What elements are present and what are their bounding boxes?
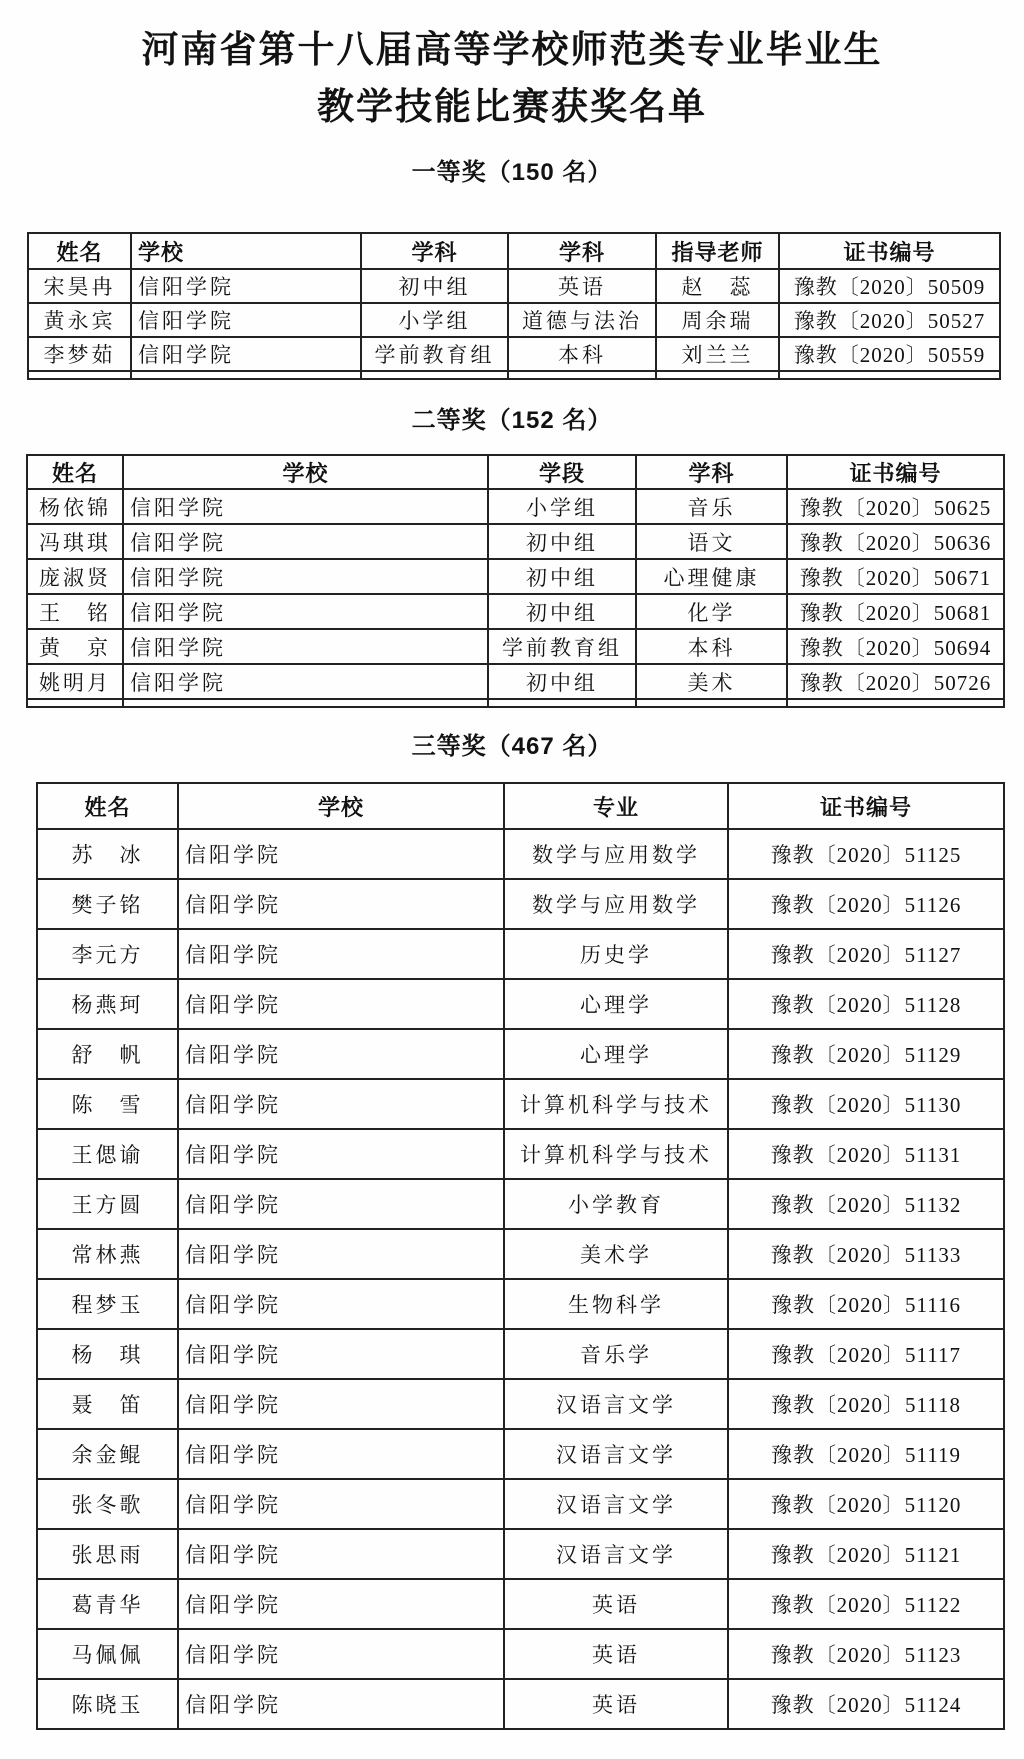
table-cell: 小学组 (361, 303, 508, 337)
column-header: 指导老师 (656, 233, 779, 269)
header-row (27, 455, 1004, 489)
table-cell: 信阳学院 (131, 337, 361, 371)
table-cell: 豫教〔2020〕50559 (779, 337, 1000, 371)
table-cell: 杨依锦 (27, 489, 123, 524)
table-cell: 豫教〔2020〕51133 (728, 1229, 1004, 1279)
table-cell: 初中组 (361, 269, 508, 303)
document-title-line-2: 教学技能比赛获奖名单 (317, 87, 707, 128)
table-row (37, 1429, 1004, 1479)
table-cell: 刘兰兰 (656, 337, 779, 371)
table-cell: 豫教〔2020〕50527 (779, 303, 1000, 337)
table-cell: 信阳学院 (178, 1429, 504, 1479)
table-cell: 音乐学 (504, 1329, 728, 1379)
table-cell: 常林燕 (37, 1229, 178, 1279)
table-row (37, 1179, 1004, 1229)
table-cell: 樊子铭 (37, 879, 178, 929)
table-cell: 信阳学院 (123, 594, 488, 629)
document-title-line-1: 河南省第十八届高等学校师范类专业毕业生 (141, 30, 883, 71)
column-header: 姓名 (28, 233, 131, 269)
table-row (37, 1079, 1004, 1129)
column-header: 学校 (131, 233, 361, 269)
table-cell: 葛青华 (37, 1579, 178, 1629)
table-cell: 周余瑞 (656, 303, 779, 337)
table-cell: 李梦茹 (28, 337, 131, 371)
table-cell: 汉语言文学 (504, 1429, 728, 1479)
table-cell: 豫教〔2020〕51122 (728, 1579, 1004, 1629)
award-table-third-prize (36, 782, 1005, 1730)
table-cell: 道德与法治 (508, 303, 656, 337)
table-cell-empty (28, 371, 131, 379)
table-cell: 豫教〔2020〕51120 (728, 1479, 1004, 1529)
table-cell: 豫教〔2020〕50681 (787, 594, 1004, 629)
table-cell: 美术 (636, 664, 787, 699)
table-cell: 豫教〔2020〕50694 (787, 629, 1004, 664)
table-cell: 豫教〔2020〕50726 (787, 664, 1004, 699)
table-cell: 本科 (508, 337, 656, 371)
table-cell-empty (636, 699, 787, 707)
table-cell: 信阳学院 (178, 979, 504, 1029)
table-overflow-row (27, 699, 1004, 707)
table-cell: 余金鲲 (37, 1429, 178, 1479)
table-row (37, 829, 1004, 879)
table-cell: 豫教〔2020〕50636 (787, 524, 1004, 559)
award-table-second-prize (26, 454, 1005, 708)
table-cell: 汉语言文学 (504, 1479, 728, 1529)
table-cell: 信阳学院 (178, 1079, 504, 1129)
table-cell: 张冬歌 (37, 1479, 178, 1529)
table-row (27, 489, 1004, 524)
section-second-prize (0, 406, 1024, 708)
table-cell: 苏 冰 (37, 829, 178, 879)
table-row (27, 559, 1004, 594)
table-cell: 初中组 (488, 524, 636, 559)
column-header: 学科 (508, 233, 656, 269)
section-third-prize (0, 732, 1024, 1730)
table-row (27, 524, 1004, 559)
table-cell: 音乐 (636, 489, 787, 524)
header-row (37, 783, 1004, 829)
table-cell: 英语 (504, 1579, 728, 1629)
table-cell: 信阳学院 (178, 1529, 504, 1579)
table-cell: 初中组 (488, 664, 636, 699)
table-cell: 信阳学院 (178, 1329, 504, 1379)
table-cell: 初中组 (488, 559, 636, 594)
column-header: 姓名 (37, 783, 178, 829)
table-cell: 赵 蕊 (656, 269, 779, 303)
table-cell: 王方圆 (37, 1179, 178, 1229)
table-cell: 信阳学院 (123, 559, 488, 594)
table-cell-empty (488, 699, 636, 707)
table-cell: 心理学 (504, 1029, 728, 1079)
table-row (37, 1129, 1004, 1179)
table-cell: 豫教〔2020〕51131 (728, 1129, 1004, 1179)
award-table-first-prize (27, 232, 1001, 380)
table-row (28, 269, 1000, 303)
table-row (37, 1479, 1004, 1529)
table-cell: 舒 帆 (37, 1029, 178, 1079)
table-cell: 杨燕珂 (37, 979, 178, 1029)
table-cell: 陈晓玉 (37, 1679, 178, 1729)
table-cell-empty (779, 371, 1000, 379)
table-row (37, 1679, 1004, 1729)
table-overflow-row (28, 371, 1000, 379)
table-cell: 化学 (636, 594, 787, 629)
table-cell-empty (361, 371, 508, 379)
table-cell: 豫教〔2020〕51127 (728, 929, 1004, 979)
table-cell: 信阳学院 (123, 524, 488, 559)
table-cell: 信阳学院 (123, 629, 488, 664)
table-cell: 数学与应用数学 (504, 879, 728, 929)
table-cell: 陈 雪 (37, 1079, 178, 1129)
table-cell: 豫教〔2020〕50671 (787, 559, 1004, 594)
column-header: 证书编号 (787, 455, 1004, 489)
table-cell: 豫教〔2020〕51132 (728, 1179, 1004, 1229)
table-cell: 黄永宾 (28, 303, 131, 337)
column-header: 学科 (361, 233, 508, 269)
table-cell: 信阳学院 (131, 303, 361, 337)
table-row (27, 629, 1004, 664)
table-cell: 信阳学院 (123, 489, 488, 524)
table-cell: 计算机科学与技术 (504, 1079, 728, 1129)
table-row (37, 1629, 1004, 1679)
column-header: 姓名 (27, 455, 123, 489)
table-cell: 张思雨 (37, 1529, 178, 1579)
table-row (37, 1579, 1004, 1629)
table-cell: 豫教〔2020〕51124 (728, 1679, 1004, 1729)
table-cell: 学前教育组 (361, 337, 508, 371)
column-header: 专业 (504, 783, 728, 829)
table-cell: 信阳学院 (178, 1479, 504, 1529)
table-cell: 聂 笛 (37, 1379, 178, 1429)
table-cell: 信阳学院 (178, 1179, 504, 1229)
table-cell: 豫教〔2020〕50509 (779, 269, 1000, 303)
table-cell: 豫教〔2020〕51119 (728, 1429, 1004, 1479)
table-cell: 豫教〔2020〕51129 (728, 1029, 1004, 1079)
document-header (0, 0, 1024, 136)
table-row (37, 1329, 1004, 1379)
table-cell-empty (123, 699, 488, 707)
table-cell: 计算机科学与技术 (504, 1129, 728, 1179)
table-row (28, 337, 1000, 371)
table-cell: 信阳学院 (178, 1229, 504, 1279)
table-cell: 冯琪琪 (27, 524, 123, 559)
table-cell: 宋昊冉 (28, 269, 131, 303)
table-row (27, 594, 1004, 629)
table-cell: 汉语言文学 (504, 1379, 728, 1429)
table-cell: 数学与应用数学 (504, 829, 728, 879)
table-cell: 信阳学院 (178, 929, 504, 979)
table-cell: 信阳学院 (178, 1379, 504, 1429)
section-heading-second-prize: 二等奖（152 名） (411, 407, 613, 434)
section-first-prize (0, 158, 1024, 380)
table-cell: 豫教〔2020〕51128 (728, 979, 1004, 1029)
table-cell: 王偲谕 (37, 1129, 178, 1179)
table-cell: 豫教〔2020〕51126 (728, 879, 1004, 929)
column-header: 学段 (488, 455, 636, 489)
table-cell: 信阳学院 (178, 1579, 504, 1629)
table-cell: 程梦玉 (37, 1279, 178, 1329)
table-cell: 英语 (504, 1629, 728, 1679)
table-cell: 豫教〔2020〕51121 (728, 1529, 1004, 1579)
table-cell: 信阳学院 (131, 269, 361, 303)
table-cell: 信阳学院 (178, 1279, 504, 1329)
column-header: 学科 (636, 455, 787, 489)
table-cell-empty (27, 699, 123, 707)
table-cell: 庞淑贤 (27, 559, 123, 594)
table-cell: 黄 京 (27, 629, 123, 664)
table-cell: 豫教〔2020〕51117 (728, 1329, 1004, 1379)
table-cell: 生物科学 (504, 1279, 728, 1329)
table-cell: 姚明月 (27, 664, 123, 699)
table-cell: 信阳学院 (178, 1629, 504, 1679)
table-row (37, 1279, 1004, 1329)
table-cell-empty (131, 371, 361, 379)
table-cell: 语文 (636, 524, 787, 559)
column-header: 学校 (178, 783, 504, 829)
table-row (37, 929, 1004, 979)
table-cell-empty (508, 371, 656, 379)
table-cell: 英语 (504, 1679, 728, 1729)
table-row (27, 664, 1004, 699)
table-cell: 信阳学院 (178, 1129, 504, 1179)
table-row (28, 303, 1000, 337)
table-cell: 心理健康 (636, 559, 787, 594)
table-cell: 马佩佩 (37, 1629, 178, 1679)
table-row (37, 1379, 1004, 1429)
table-cell: 小学组 (488, 489, 636, 524)
header-row (28, 233, 1000, 269)
table-cell: 初中组 (488, 594, 636, 629)
table-row (37, 1029, 1004, 1079)
table-cell-empty (656, 371, 779, 379)
table-cell: 信阳学院 (178, 829, 504, 879)
table-row (37, 1229, 1004, 1279)
column-header: 证书编号 (779, 233, 1000, 269)
table-cell: 小学教育 (504, 1179, 728, 1229)
award-sections (0, 158, 1024, 1730)
table-cell: 汉语言文学 (504, 1529, 728, 1579)
table-cell: 豫教〔2020〕50625 (787, 489, 1004, 524)
table-cell: 豫教〔2020〕51130 (728, 1079, 1004, 1129)
table-cell: 信阳学院 (178, 1679, 504, 1729)
table-cell-empty (787, 699, 1004, 707)
table-cell: 杨 琪 (37, 1329, 178, 1379)
table-cell: 信阳学院 (178, 1029, 504, 1079)
table-cell: 豫教〔2020〕51123 (728, 1629, 1004, 1679)
table-cell: 学前教育组 (488, 629, 636, 664)
table-cell: 心理学 (504, 979, 728, 1029)
table-row (37, 979, 1004, 1029)
table-row (37, 1529, 1004, 1579)
table-cell: 信阳学院 (178, 879, 504, 929)
section-heading-first-prize: 一等奖（150 名） (411, 159, 613, 186)
table-cell: 历史学 (504, 929, 728, 979)
table-cell: 王 铭 (27, 594, 123, 629)
table-cell: 信阳学院 (123, 664, 488, 699)
table-cell: 豫教〔2020〕51118 (728, 1379, 1004, 1429)
table-cell: 豫教〔2020〕51125 (728, 829, 1004, 879)
column-header: 证书编号 (728, 783, 1004, 829)
column-header: 学校 (123, 455, 488, 489)
table-cell: 李元方 (37, 929, 178, 979)
table-cell: 本科 (636, 629, 787, 664)
table-row (37, 879, 1004, 929)
table-cell: 豫教〔2020〕51116 (728, 1279, 1004, 1329)
table-cell: 英语 (508, 269, 656, 303)
section-heading-third-prize: 三等奖（467 名） (411, 733, 613, 760)
table-cell: 美术学 (504, 1229, 728, 1279)
